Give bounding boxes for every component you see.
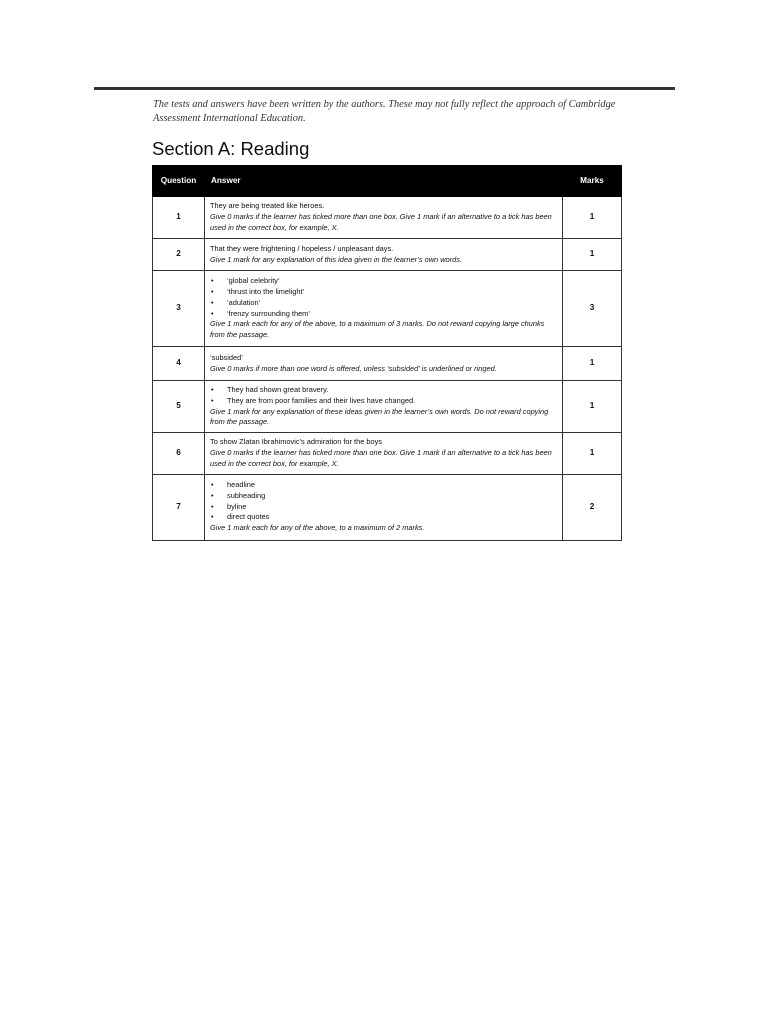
answer-bullet-item: • ‘adulation’ (210, 298, 557, 309)
marking-note: Give 0 marks if more than one word is offered, unless ‘subsided’ is underlined or ringed. (210, 363, 497, 373)
question-number: 7 (153, 474, 205, 540)
marks-value: 1 (563, 197, 622, 239)
answer-cell (205, 474, 563, 540)
question-number: 1 (153, 197, 205, 239)
marks-value: 3 (563, 271, 622, 347)
answer-cell (205, 433, 563, 474)
marking-note: Give 0 marks if the learner has ticked more than one box. Give 1 mark if an alternative to a tick has been used in the correct box, for example, X. (210, 212, 552, 232)
marking-note: Give 1 mark for any explanation of this idea given in the learner’s own words. (210, 254, 462, 264)
answer-cell (205, 347, 563, 381)
question-number: 2 (153, 239, 205, 271)
table-row (153, 239, 622, 271)
answer-bullet-item: • ‘frenzy surrounding them’ (210, 309, 557, 320)
table-header-row (153, 166, 622, 197)
answer-bullet-list (210, 480, 557, 523)
answer-bullet-item: • subheading (210, 491, 557, 502)
table-row (153, 197, 622, 239)
answer-cell (205, 271, 563, 347)
table-row (153, 433, 622, 474)
question-number: 4 (153, 347, 205, 381)
question-number: 3 (153, 271, 205, 347)
table-row (153, 271, 622, 347)
answer-bullet-list (210, 385, 557, 407)
answer-text: To show Zlatan Ibrahimovic’s admiration for the boys (210, 437, 382, 447)
answer-text: They are being treated like heroes. (210, 201, 325, 211)
answer-table (152, 165, 622, 541)
section-title: Section A: Reading (152, 138, 310, 159)
marks-value: 1 (563, 347, 622, 381)
answer-bullet-item: • ‘global celebrity’ (210, 276, 557, 287)
answer-bullet-item: • byline (210, 502, 557, 513)
answer-bullet-item: • headline (210, 480, 557, 491)
answer-text: That they were frightening / hopeless / unpleasant days. (210, 243, 394, 253)
answer-text: ‘subsided’ (210, 352, 243, 362)
answer-cell (205, 381, 563, 433)
header-answer: Answer (205, 166, 563, 197)
marks-value: 1 (563, 381, 622, 433)
table-row (153, 381, 622, 433)
answer-bullet-item: • direct quotes (210, 512, 557, 523)
header-question: Question (153, 166, 205, 197)
answer-bullet-item: • They had shown great bravery. (210, 385, 557, 396)
table-row (153, 347, 622, 381)
question-number: 6 (153, 433, 205, 474)
top-horizontal-rule (94, 87, 675, 90)
answer-bullet-list (210, 276, 557, 319)
marking-note: Give 1 mark each for any of the above, to a maximum of 2 marks. (210, 523, 425, 533)
table-row (153, 474, 622, 540)
marks-value: 1 (563, 433, 622, 474)
marks-value: 2 (563, 474, 622, 540)
answer-cell (205, 197, 563, 239)
question-number: 5 (153, 381, 205, 433)
answer-bullet-item: • ‘thrust into the limelight’ (210, 287, 557, 298)
marks-value: 1 (563, 239, 622, 271)
marking-note: Give 0 marks if the learner has ticked more than one box. Give 1 mark if an alternative to a tick has been used in the correct box, for example, X. (210, 447, 552, 468)
table-body (153, 197, 622, 541)
answer-bullet-item: • They are from poor families and their lives have changed. (210, 396, 557, 407)
marking-note: Give 1 mark for any explanation of these ideas given in the learner’s own words. Do not reward copying from the passage. (210, 406, 549, 427)
disclaimer-text: The tests and answers have been written by the authors. These may not fully reflect the approach of Cambridge Assessment International Education. (153, 99, 616, 124)
header-marks: Marks (563, 166, 622, 197)
answer-cell (205, 239, 563, 271)
marking-note: Give 1 mark each for any of the above, to a maximum of 3 marks. Do not reward copying large chunks from the passage. (210, 319, 545, 340)
